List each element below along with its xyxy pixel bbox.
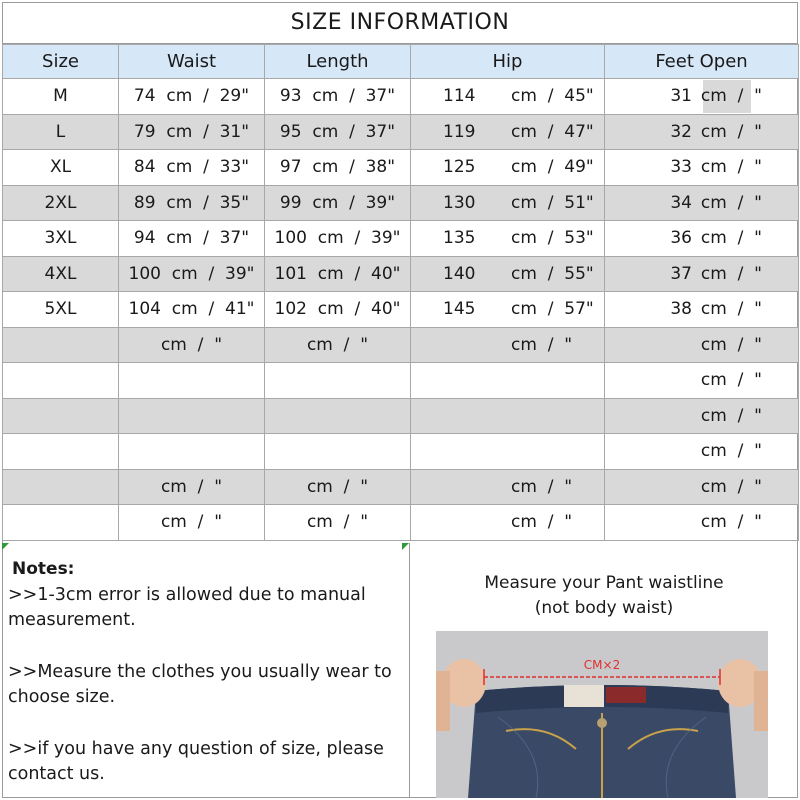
size-cell	[3, 434, 119, 470]
feet-open-value: 36	[670, 228, 692, 249]
feet-open-unit: cm / "	[700, 405, 762, 426]
hip-cell	[411, 114, 605, 150]
hip-cell	[411, 398, 605, 434]
waist-cell: cm / "	[119, 469, 265, 505]
length-cell: 93 cm / 37"	[265, 79, 411, 115]
measure-line-label: CM×2	[583, 658, 621, 672]
waist-cell: 89 cm / 35"	[119, 185, 265, 221]
hip-cell	[411, 150, 605, 186]
length-cell	[265, 398, 411, 434]
feet-open-cell	[605, 185, 799, 221]
feet-open-cell	[605, 434, 799, 470]
hip-unit: cm / 45"	[511, 86, 594, 107]
hip-unit: cm / 51"	[511, 192, 594, 213]
hip-value: 135	[443, 228, 476, 249]
table-row	[3, 505, 799, 541]
size-table	[2, 44, 799, 541]
corner-marker-icon	[2, 543, 9, 550]
hip-cell	[411, 185, 605, 221]
note-item: >>1-3cm error is allowed due to manual measurement.	[8, 585, 366, 630]
feet-open-unit: cm / "	[700, 299, 762, 320]
length-cell: cm / "	[265, 505, 411, 541]
feet-open-unit: cm / "	[700, 192, 762, 213]
length-cell: 100 cm / 39"	[265, 221, 411, 257]
hip-cell	[411, 79, 605, 115]
feet-open-value: 37	[670, 263, 692, 284]
bottom-section	[2, 543, 798, 798]
feet-open-value: 38	[670, 299, 692, 320]
waist-cell	[119, 398, 265, 434]
header-size: Size	[3, 45, 119, 79]
hip-unit: cm / 55"	[511, 263, 594, 284]
hip-value: 119	[443, 121, 476, 142]
feet-open-unit: cm / "	[700, 157, 762, 178]
waist-cell	[119, 434, 265, 470]
header-length: Length	[265, 45, 411, 79]
size-cell	[3, 363, 119, 399]
feet-open-cell	[605, 327, 799, 363]
feet-open-cell	[605, 114, 799, 150]
waist-cell: 100 cm / 39"	[119, 256, 265, 292]
feet-open-unit: cm / "	[700, 228, 762, 249]
hip-unit: cm / 53"	[511, 228, 594, 249]
feet-open-unit: cm / "	[700, 121, 762, 142]
hip-unit: cm / "	[511, 334, 573, 355]
hip-cell	[411, 505, 605, 541]
hip-cell	[411, 469, 605, 505]
waist-cell: cm / "	[119, 505, 265, 541]
hip-value: 130	[443, 192, 476, 213]
size-cell	[3, 327, 119, 363]
size-cell: 4XL	[3, 256, 119, 292]
note-item: >>Measure the clothes you usually wear to choose size.	[8, 662, 392, 707]
feet-open-cell	[605, 398, 799, 434]
note-item: >>if you have any question of size, please contact us.	[8, 739, 384, 784]
feet-open-cell	[605, 221, 799, 257]
table-row	[3, 398, 799, 434]
header-row	[3, 45, 799, 79]
feet-open-unit: cm / "	[700, 86, 762, 107]
table-row	[3, 79, 799, 115]
length-cell: 95 cm / 37"	[265, 114, 411, 150]
feet-open-cell	[605, 505, 799, 541]
length-cell: cm / "	[265, 469, 411, 505]
feet-open-unit: cm / "	[700, 512, 762, 533]
hip-value: 140	[443, 263, 476, 284]
hip-value: 114	[443, 86, 476, 107]
table-row	[3, 114, 799, 150]
feet-open-unit: cm / "	[700, 263, 762, 284]
hip-cell	[411, 292, 605, 328]
table-row	[3, 185, 799, 221]
hip-cell	[411, 327, 605, 363]
feet-open-value: 31	[670, 86, 692, 107]
feet-open-cell	[605, 292, 799, 328]
measure-title-line2: (not body waist)	[534, 598, 674, 618]
feet-open-cell	[605, 469, 799, 505]
length-cell	[265, 434, 411, 470]
hip-value: 145	[443, 299, 476, 320]
waist-cell: 94 cm / 37"	[119, 221, 265, 257]
feet-open-value: 32	[670, 121, 692, 142]
size-cell: M	[3, 79, 119, 115]
length-cell: 99 cm / 39"	[265, 185, 411, 221]
jeans-waist-photo	[436, 631, 768, 798]
waist-cell: 104 cm / 41"	[119, 292, 265, 328]
table-row	[3, 469, 799, 505]
table-row	[3, 292, 799, 328]
waist-cell: cm / "	[119, 327, 265, 363]
feet-open-cell	[605, 256, 799, 292]
notes-title: Notes:	[12, 559, 75, 579]
length-cell: 101 cm / 40"	[265, 256, 411, 292]
feet-open-cell	[605, 79, 799, 115]
waist-cell: 74 cm / 29"	[119, 79, 265, 115]
measure-panel	[410, 543, 798, 798]
size-cell: 5XL	[3, 292, 119, 328]
table-row	[3, 434, 799, 470]
length-cell	[265, 363, 411, 399]
table-row	[3, 221, 799, 257]
waist-cell: 84 cm / 33"	[119, 150, 265, 186]
hip-cell	[411, 221, 605, 257]
waist-cell: 79 cm / 31"	[119, 114, 265, 150]
header-waist: Waist	[119, 45, 265, 79]
size-cell: 3XL	[3, 221, 119, 257]
page-title: SIZE INFORMATION	[2, 2, 798, 44]
feet-open-cell	[605, 150, 799, 186]
hip-cell	[411, 434, 605, 470]
measure-title	[410, 571, 798, 621]
feet-open-unit: cm / "	[700, 370, 762, 391]
size-cell: 2XL	[3, 185, 119, 221]
feet-open-unit: cm / "	[700, 476, 762, 497]
length-cell: 97 cm / 38"	[265, 150, 411, 186]
notes-panel	[2, 543, 410, 798]
header-feet-open: Feet Open	[605, 45, 799, 79]
table-row	[3, 256, 799, 292]
feet-open-value: 34	[670, 192, 692, 213]
hip-unit: cm / 57"	[511, 299, 594, 320]
size-cell	[3, 505, 119, 541]
hip-unit: cm / "	[511, 512, 573, 533]
waist-cell	[119, 363, 265, 399]
corner-marker-icon	[402, 543, 409, 550]
size-cell	[3, 469, 119, 505]
hip-unit: cm / 49"	[511, 157, 594, 178]
size-cell	[3, 398, 119, 434]
feet-open-value: 33	[670, 157, 692, 178]
hip-cell	[411, 256, 605, 292]
header-hip: Hip	[411, 45, 605, 79]
length-cell: 102 cm / 40"	[265, 292, 411, 328]
hip-unit: cm / 47"	[511, 121, 594, 142]
table-row	[3, 150, 799, 186]
hip-unit: cm / "	[511, 476, 573, 497]
size-cell: XL	[3, 150, 119, 186]
measure-title-line1: Measure your Pant waistline	[484, 573, 724, 593]
length-cell: cm / "	[265, 327, 411, 363]
feet-open-cell	[605, 363, 799, 399]
feet-open-unit: cm / "	[700, 334, 762, 355]
size-cell: L	[3, 114, 119, 150]
table-row	[3, 363, 799, 399]
table-row	[3, 327, 799, 363]
hip-cell	[411, 363, 605, 399]
feet-open-unit: cm / "	[700, 441, 762, 462]
hip-value: 125	[443, 157, 476, 178]
